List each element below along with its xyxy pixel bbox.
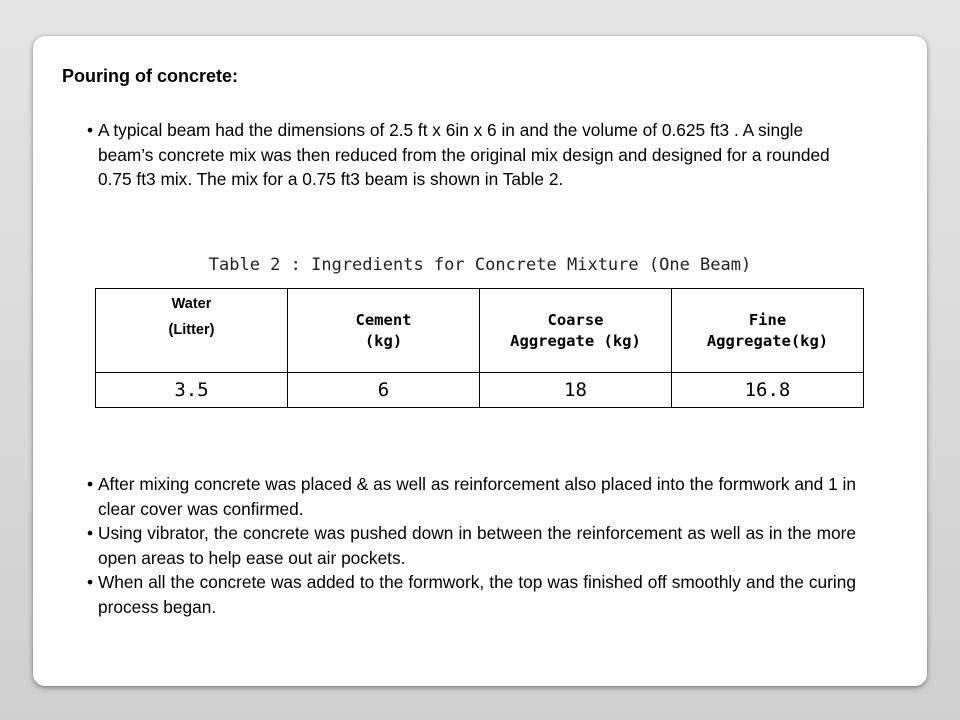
header-cement-line2: (kg) xyxy=(364,331,403,350)
value-fine-aggregate: 16.8 xyxy=(672,373,864,408)
table-row xyxy=(96,373,864,408)
header-water-line2: (Litter) xyxy=(168,322,215,338)
header-coarse-line1: Coarse xyxy=(547,310,604,329)
header-coarse-line2: Aggregate (kg) xyxy=(510,331,641,350)
intro-bullet-list xyxy=(98,118,856,192)
header-water xyxy=(96,289,288,373)
header-fine-line2: Aggregate(kg) xyxy=(706,331,829,350)
header-fine-line1: Fine xyxy=(748,310,787,329)
process-bullet-curing: • When all the concrete was added to the formwork, the top was finished off smoothly and the curing process began. xyxy=(98,570,856,619)
process-bullet-placement: • After mixing concrete was placed & as well as reinforcement also placed into the formwork and 1 in clear cover was confirmed. xyxy=(98,472,856,521)
table-header-row xyxy=(96,289,864,373)
header-cement xyxy=(288,289,480,373)
header-cement-line1: Cement xyxy=(355,310,412,329)
intro-bullet: • A typical beam had the dimensions of 2.5 ft x 6in x 6 in and the volume of 0.625 ft3 . A single beam’s concrete mix was then reduced from the original mix design and designed for a rounded 0.75 ft3 mix. The mix for a 0.75 ft3 beam is shown in Table 2. xyxy=(98,118,856,192)
process-bullet-list xyxy=(98,472,856,619)
value-coarse-aggregate: 18 xyxy=(480,373,672,408)
process-bullet-vibration: • Using vibrator, the concrete was pushed down in between the reinforcement as well as in the more open areas to help ease out air pockets. xyxy=(98,521,856,570)
header-fine-aggregate xyxy=(672,289,864,373)
value-water: 3.5 xyxy=(96,373,288,408)
slide-card xyxy=(33,36,927,686)
table-caption: Table 2 : Ingredients for Concrete Mixture (One Beam) xyxy=(208,255,752,275)
value-cement: 6 xyxy=(288,373,480,408)
ingredients-table xyxy=(95,288,864,408)
slide-heading: Pouring of concrete: xyxy=(62,66,239,86)
header-water-line1: Water xyxy=(171,296,212,312)
header-coarse-aggregate xyxy=(480,289,672,373)
